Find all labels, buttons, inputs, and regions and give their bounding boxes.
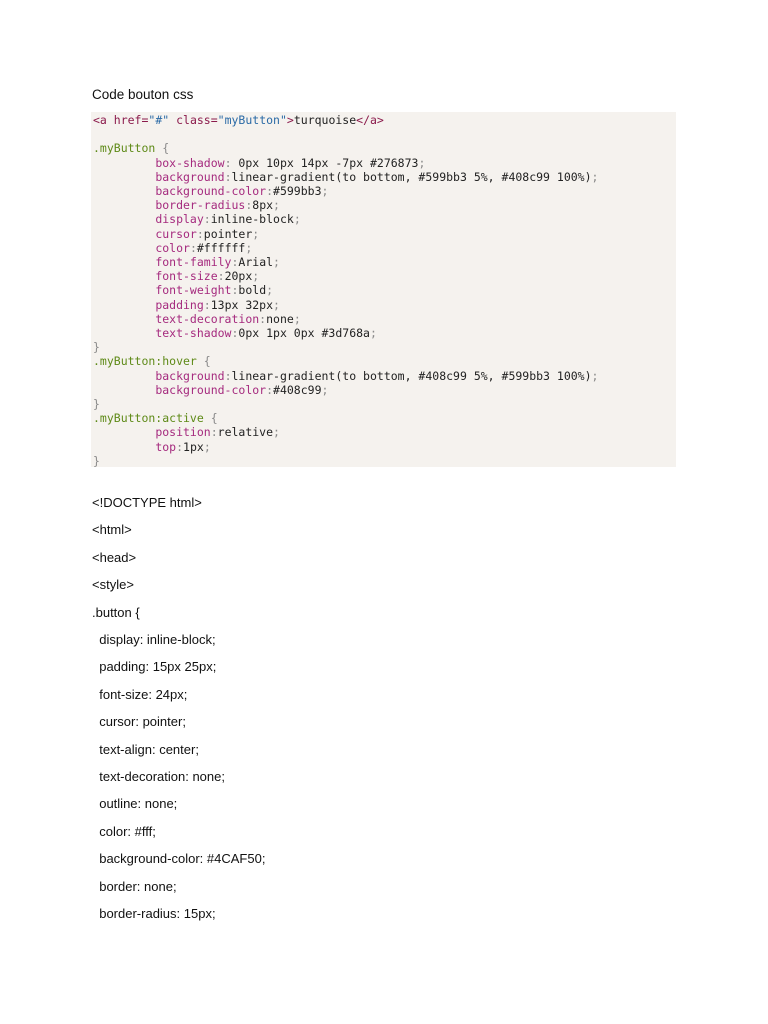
css-value: #408c99 [273,382,322,397]
css-colon: : [231,326,239,340]
css-selector: .myButton:hover [93,354,197,369]
css-semicolon: ; [369,326,377,340]
css-brace-close: } [93,397,100,411]
code-line-selector [93,141,169,155]
css-brace-open: { [203,411,218,426]
css-colon: : [203,212,211,227]
html-code-line: <!DOCTYPE html> [92,495,202,510]
css-colon: : [245,198,253,213]
css-semicolon: ; [252,269,260,284]
code-line-declaration [93,440,211,454]
html-code-line: <style> [92,577,134,593]
css-value: relative [217,425,274,440]
css-property: top [155,439,177,454]
code-link-text: turquoise [293,113,357,127]
code-line-declaration [93,255,280,269]
css-semicolon: ; [273,198,280,213]
html-code-line: <html> [92,522,132,538]
css-colon: : [189,240,197,255]
css-value: Arial [238,255,274,269]
code-line-selector [93,354,211,368]
css-property: position [155,425,211,440]
css-value: pointer [203,226,253,241]
code-line-declaration [93,326,377,340]
css-property: text-decoration [155,311,260,326]
css-colon: : [224,169,232,184]
css-brace-close: } [93,340,100,355]
code-line-close [93,397,100,411]
code-line-declaration [93,241,252,255]
css-colon: : [224,155,239,170]
code-class-value: "myButton" [217,113,287,127]
css-semicolon: ; [591,169,599,184]
css-property: font-size [155,269,218,284]
css-property: background-color [155,382,267,397]
html-code-line: border: none; [92,878,177,894]
css-value: bold [238,283,267,298]
css-value: 13px 32px [210,297,274,312]
css-brace-open: { [196,354,211,369]
html-code-line: display: inline-block; [92,632,216,647]
css-colon: : [203,297,211,312]
css-colon: : [266,184,274,198]
css-property: padding [155,297,204,312]
css-value: #599bb3 [273,184,322,198]
code-tag-close: </a> [356,113,384,127]
css-semicolon: ; [293,311,301,326]
css-property: border-radius [155,198,246,213]
code-line-declaration [93,184,328,198]
css-semicolon: ; [293,212,301,227]
css-colon: : [259,311,267,326]
code-attr-class: class= [169,113,218,127]
css-semicolon: ; [591,368,599,383]
html-code-line: text-decoration: none; [92,769,225,784]
css-selector: .myButton [93,141,156,156]
css-value: none [266,311,294,326]
css-value: #ffffff [196,240,246,255]
code-line-declaration [93,312,301,326]
css-colon: : [224,368,232,383]
css-property: background [155,368,225,383]
css-property: display [155,212,204,227]
css-semicolon: ; [266,283,274,298]
css-brace-open: { [155,141,170,156]
code-line-declaration [93,369,598,383]
css-value: 0px 10px 14px -7px #276873 [238,155,419,170]
css-semicolon: ; [273,425,280,440]
css-property: color [155,240,190,255]
css-semicolon: ; [418,155,426,170]
css-colon: : [266,382,274,397]
code-href-value: "#" [148,113,170,127]
css-value: linear-gradient(to bottom, #408c99 5%, #599bb3 100%) [231,368,592,383]
css-semicolon: ; [321,382,329,397]
css-property: background-color [155,184,267,198]
css-value: 20px [224,269,253,284]
html-code-line: color: #fff; [92,823,156,839]
html-code-line: font-size: 24px; [92,686,188,702]
code-block [91,112,676,467]
css-semicolon: ; [321,184,329,198]
html-code-line: outline: none; [92,796,178,812]
code-line-markup [93,113,384,127]
css-value: inline-block [210,212,294,227]
css-selector: .myButton:active [93,411,204,426]
code-line-declaration [93,227,259,241]
code-line-declaration [93,383,328,397]
css-property: background [155,169,225,184]
css-colon: : [176,439,184,454]
html-code-line: background-color: #4CAF50; [92,851,266,867]
css-semicolon: ; [203,439,211,454]
css-value: linear-gradient(to bottom, #599bb3 5%, #408c99 100%) [231,169,592,184]
code-line-declaration [93,156,425,170]
css-colon: : [231,283,239,298]
html-code-line: <head> [92,549,137,565]
code-line-close [93,340,100,354]
code-line-declaration [93,212,301,226]
css-property: cursor [155,226,197,241]
html-code-line: padding: 15px 25px; [92,659,217,675]
css-value: 0px 1px 0px #3d768a [238,326,370,340]
html-code-line: text-align: center; [92,741,199,757]
code-tag-close-open: > [286,113,294,127]
code-tag-open: <a [93,113,107,127]
css-property: font-family [155,255,232,269]
css-brace-close: } [93,453,100,468]
css-value: 8px [252,198,274,213]
css-property: font-weight [155,283,232,298]
code-line-declaration [93,170,598,184]
html-code-line: border-radius: 15px; [92,906,216,921]
code-line-close [93,454,100,468]
code-attr-href: href= [106,113,149,127]
code-line-declaration [93,269,259,283]
css-value: 1px [183,439,204,454]
css-colon: : [210,425,218,440]
code-line-declaration [93,283,273,297]
css-colon: : [217,269,225,284]
css-colon: : [231,255,239,269]
code-line-selector [93,411,218,425]
css-semicolon: ; [273,255,280,269]
css-property: text-shadow [155,326,232,340]
css-colon: : [196,226,204,241]
code-line-declaration [93,425,280,439]
css-property: box-shadow [155,155,225,170]
css-semicolon: ; [273,297,280,312]
css-semicolon: ; [245,240,253,255]
document-title: Code bouton css [92,87,194,102]
html-code-line: .button { [92,604,140,620]
code-line-declaration [93,298,280,312]
code-line-declaration [93,198,280,212]
css-semicolon: ; [252,226,260,241]
html-code-line: cursor: pointer; [92,714,186,730]
